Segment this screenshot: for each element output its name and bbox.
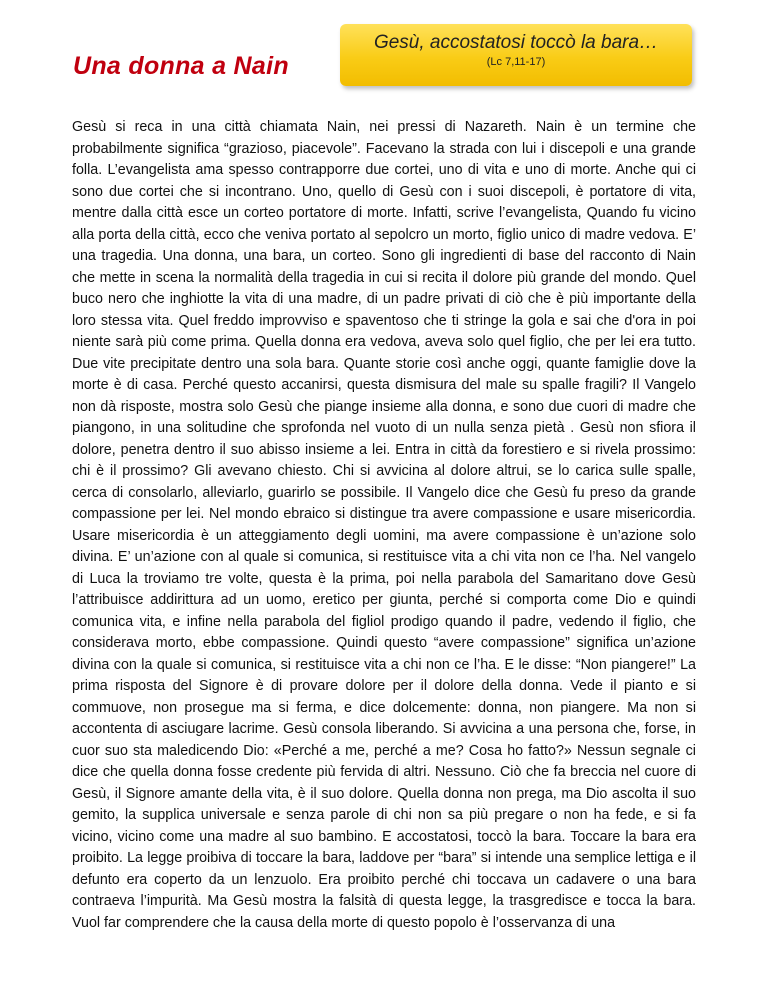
scripture-reference: (Lc 7,11-17) (486, 56, 546, 68)
body-paragraph: Gesù si reca in una città chiamata Nain, nei pressi di Nazareth. Nain è un termine che probabilmente significa “grazioso, piacevole”. Facevano la strada con lui i discepoli e una grande folla. L’evangelista ama spesso contrapporre due cortei, uno di vita e uno di morte. Anche qui ci sono due cortei che si incontrano. Uno, quello di Gesù con i suoi discepoli, è portatore di vita, mentre dalla città esce un corteo portatore di morte. Infatti, scrive l’evangelista, Quando fu vicino alla porta della città, ecco che veniva portato al sepolcro un morto, figlio unico di madre vedova. E’ una tragedia. Una donna, una bara, un corteo. Sono gli ingredienti di base del racconto di Nain che mette in scena la normalità della tragedia in cui si recita il dolore più grande del mondo. Quel buco nero che inghiotte la vita di una madre, di un padre privati di ciò che è più importante della loro stessa vita. Quel freddo improvviso e spaventoso che ti stringe la gola e sai che d'ora in poi niente sarà più come prima. Quella donna era vedova, aveva solo quel figlio, che per lei era tutto. Due vite precipitate dentro una sola bara. Quante storie così anche oggi, quante famiglie dove la morte è di casa. Perché questo accanirsi, questa dismisura del male su spalle fragili? Il Vangelo non dà risposte, mostra solo Gesù che piange insieme alla donna, e sono due cuori di madre che piangono, in una solitudine che sprofonda nel vuoto di un nulla senza pietà . Gesù non sfiora il dolore, penetra dentro il suo abisso insieme a lei. Entra in città da forestiero e si rivela prossimo: chi è il prossimo? Gli avevano chiesto. Chi si avvicina al dolore altrui, se lo carica sulle spalle, cerca di consolarlo, alleviarlo, guarirlo se possibile. Il Vangelo dice che Gesù fu preso da grande compassione per lei. Nel mondo ebraico si distingue tra avere compassione e usare misericordia. Usare misericordia è un atteggiamento degli uomini, ma avere compassione è un’azione solo divina. E’ un’azione con al quale si comunica, si restituisce vita a chi vita non ce l’ha. Nel vangelo di Luca la troviamo tre volte, questa è la prima, poi nella parabola del Samaritano dove Gesù l’attribuisce addirittura ad un uomo, eretico per giunta, perché si comporta come Dio e quindi comunica vita, e infine nella parabola del figliol prodigo quando il padre, vedendo il figlio, che considerava morto, ebbe compassione. Quindi questo “avere compassione” significa un’azione divina con la quale si comunica, si restituisce vita a chi non ce l’ha. E le disse: “Non piangere!” La prima risposta del Signore è di provare dolore per il dolore della donna. Vede il pianto e si commuove, non prosegue ma si ferma, e dice dolcemente: donna, non piangere. Ma non si accontenta di asciugare lacrime. Gesù consola liberando. Si avvicina a una persona che, forse, in cuor suo sta maledicendo Dio: «Perché a me, perché a me? Cosa ho fatto?» Nessun segnale ci dice che quella donna fosse credente più fervida di altri. Nessuno. Ciò che fa breccia nel cuore di Gesù, il Signore amante della vita, è il suo dolore. Quella donna non prega, ma Dio ascolta il suo gemito, la supplica universale e senza parole di chi non sa più pregare o non ha fede, e si fa vicino, vicino come una madre al suo bambino. E accostatosi, toccò la bara. Toccare la bara era proibito. La legge proibiva di toccare la bara, laddove per “bara” si intende una semplice lettiga e il defunto era coperto da un lenzuolo. Era proibito perché chi toccava un cadavere o una bara contraeva l’impurità. Ma Gesù mostra la falsità di questa legge, la trasgredisce e tocca la bara. Vuol far comprendere che la causa della morte di questo popolo è l’osservanza di una (72, 119, 696, 931)
document-title: Una donna a Nain (73, 52, 289, 80)
scripture-banner (340, 24, 692, 86)
banner-title: Gesù, accostatosi toccò la bara… (373, 32, 659, 53)
